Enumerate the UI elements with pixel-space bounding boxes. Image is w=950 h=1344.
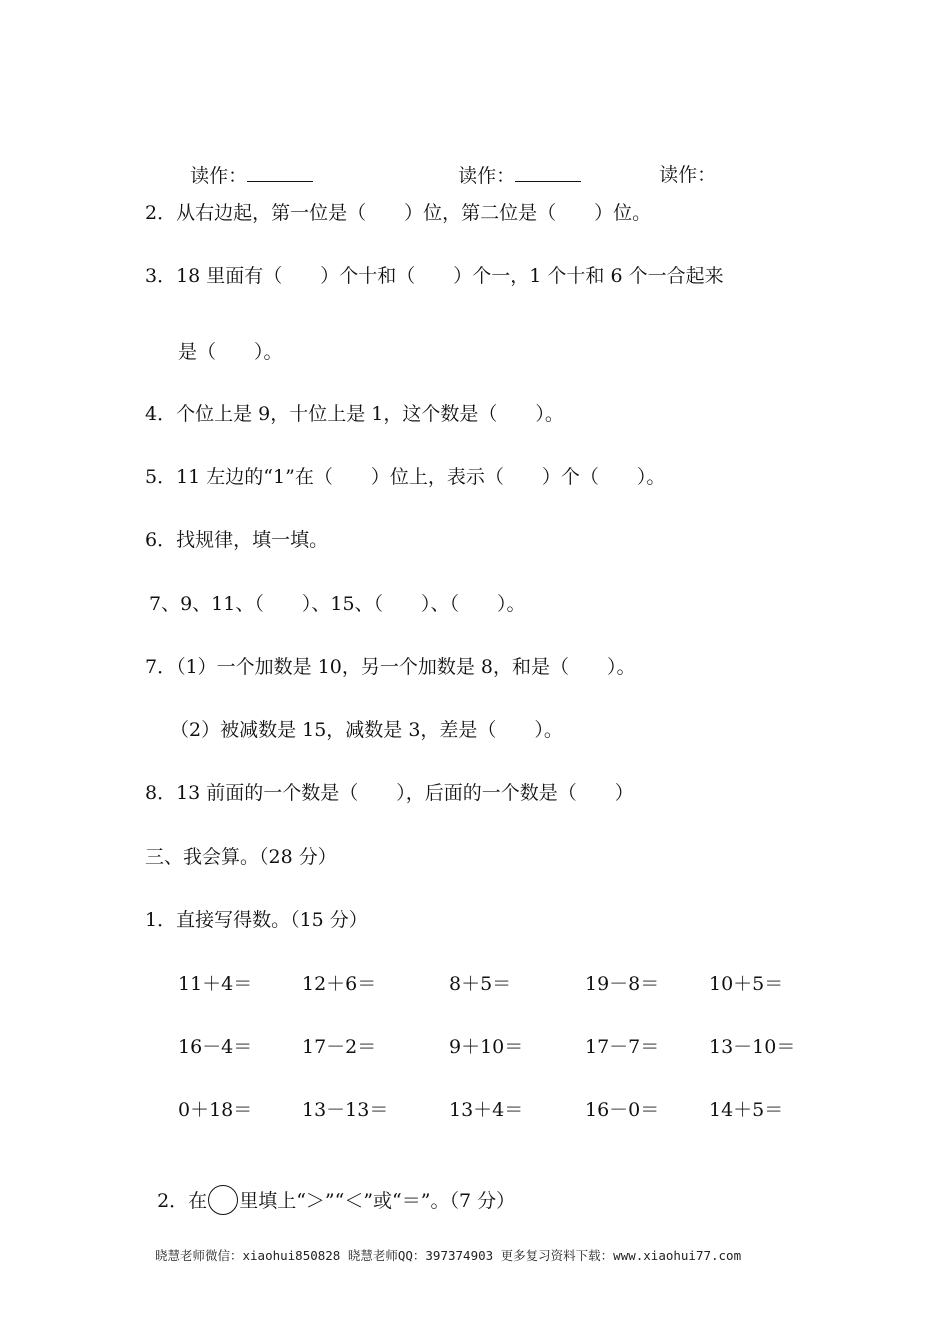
section-3-sub-2-title (145, 1161, 515, 1215)
equation: 16－0＝ (585, 1099, 660, 1121)
equation: 19－8＝ (585, 973, 660, 995)
question-8: 8．13 前面的一个数是（ ），后面的一个数是（ ） (145, 782, 634, 804)
question-7-part-2: （2）被减数是 15，减数是 3，差是（ ）。 (170, 719, 563, 741)
read-label-2 (446, 139, 581, 188)
equation: 10＋5＝ (709, 973, 784, 995)
question-7-part-1: 7．（1）一个加数是 10，另一个加数是 8，和是（ ）。 (145, 656, 636, 678)
read-label-1-text: 读作： (190, 165, 248, 187)
question-3-line-1: 3．18 里面有（ ）个十和（ ）个一，1 个十和 6 个一合起来 (145, 265, 724, 287)
read-label-3-text: 读作： (659, 164, 717, 186)
equation: 13－13＝ (302, 1099, 389, 1121)
equation: 8＋5＝ (449, 973, 512, 995)
question-5: 5．11 左边的“1”在（ ）位上，表示（ ）个（ ）。 (145, 466, 666, 488)
circle-icon (208, 1185, 238, 1215)
equation: 16－4＝ (178, 1036, 253, 1058)
question-6-title: 6．找规律，填一填。 (145, 529, 329, 551)
equation: 0＋18＝ (178, 1099, 253, 1121)
question-3-line-2: 是（ ）。 (178, 341, 283, 363)
question-4: 4．个位上是 9，十位上是 1，这个数是（ ）。 (145, 403, 564, 425)
equation: 12＋6＝ (302, 973, 377, 995)
question-2: 2．从右边起，第一位是（ ）位，第二位是（ ）位。 (145, 202, 652, 224)
equation: 13＋4＝ (449, 1099, 524, 1121)
section-3-title: 三、我会算。（28 分） (145, 846, 337, 868)
read-label-2-text: 读作： (458, 165, 516, 187)
section-3-sub-1-title: 1．直接写得数。（15 分） (145, 909, 368, 931)
answer-blank-2[interactable] (515, 163, 581, 182)
equation: 13－10＝ (709, 1036, 796, 1058)
equation: 17－2＝ (302, 1036, 377, 1058)
page-footer: 晓慧老师微信：xiaohui850828 晓慧老师QQ：397374903 更多复习资料下载：www.xiaohui77.com (155, 1248, 742, 1263)
read-label-1 (178, 139, 313, 188)
equation: 11＋4＝ (178, 973, 253, 995)
equation: 9＋10＝ (449, 1036, 524, 1058)
answer-blank-1[interactable] (247, 163, 313, 182)
equation: 17－7＝ (585, 1036, 660, 1058)
equation: 14＋5＝ (709, 1099, 784, 1121)
sub-2-suffix: 里填上“＞”“＜”或“＝”。（7 分） (239, 1190, 516, 1212)
sub-2-prefix: 2．在 (157, 1190, 208, 1212)
question-6-sequence: 7、9、11、（ ）、15、（ ）、（ ）。 (149, 593, 526, 615)
read-label-3 (647, 139, 716, 187)
